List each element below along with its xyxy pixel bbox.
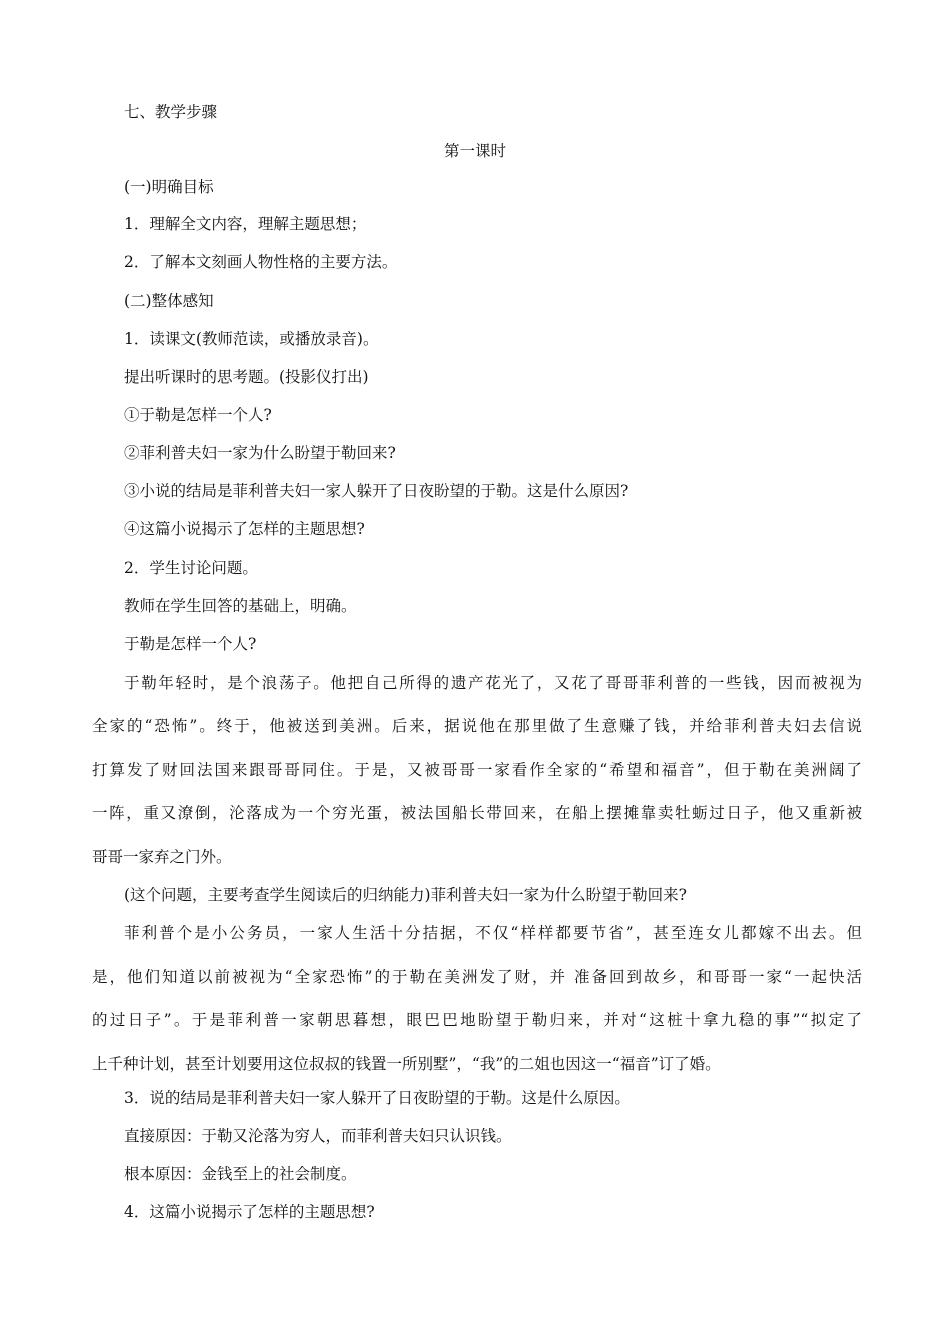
answer-1-line: 打算发了财回法国来跟哥哥同住。于是，又被哥哥一家看作全家的“希望和福音”，但于勒在美洲阔了: [92, 761, 862, 779]
question-item: ③小说的结局是菲利普夫妇一家人躲开了日夜盼望的于勒。这是什么原因?: [124, 482, 629, 500]
section-heading: 七、教学步骤: [124, 103, 218, 121]
question-2-heading: (这个问题，主要考查学生阅读后的归纳能力)菲利普夫妇一家为什么盼望于勒回来?: [124, 886, 687, 904]
goal-item: 1．理解全文内容，理解主题思想；: [124, 215, 367, 233]
answer-1-line: 一阵，重又潦倒，沦落成为一个穷光蛋，被法国船长带回来，在船上摆摊靠卖牡蛎过日子，他又重新被: [92, 804, 862, 822]
answer-2-line: 上千种计划，甚至计划要用这位叔叔的钱置一所别墅”，“我”的二姐也因这一“福音”订了婚。: [92, 1055, 721, 1073]
question-1-heading: 于勒是怎样一个人?: [124, 635, 257, 653]
answer-1-line: 哥哥一家弃之门外。: [92, 848, 232, 866]
perception-title: (二)整体感知: [124, 292, 214, 310]
lesson-title: 第一课时: [443, 142, 506, 160]
question-item: ②菲利普夫妇一家为什么盼望于勒回来?: [124, 444, 396, 462]
answer-1-line: 全家的“恐怖”。终于，他被送到美洲。后来，据说他在那里做了生意赚了钱，并给菲利普夫妇去信说: [92, 717, 862, 735]
question-item: ④这篇小说揭示了怎样的主题思想?: [124, 520, 365, 538]
question-item: ①于勒是怎样一个人?: [124, 406, 272, 424]
step-3: 3．说的结局是菲利普夫妇一家人躲开了日夜盼望的于勒。这是什么原因。: [124, 1089, 630, 1107]
answer-2-line: 的过日子”。于是菲利普一家朝思暮想，眼巴巴地盼望于勒归来，并对“这桩十拿九稳的事”“拟定了: [92, 1011, 862, 1029]
goals-title: (一)明确目标: [124, 178, 214, 196]
goal-item: 2．了解本文刻画人物性格的主要方法。: [124, 253, 398, 271]
answer-1-line: 于勒年轻时，是个浪荡子。他把自己所得的遗产花光了，又花了哥哥菲利普的一些钱，因而被视为: [124, 674, 862, 692]
question-prompt: 提出听课时的思考题。(投影仪打出): [124, 368, 369, 386]
root-cause: 根本原因：金钱至上的社会制度。: [124, 1165, 357, 1183]
direct-cause: 直接原因：于勒又沦落为穷人，而菲利普夫妇只认识钱。: [124, 1127, 512, 1145]
step-4: 4．这篇小说揭示了怎样的主题思想?: [124, 1203, 375, 1221]
teacher-note: 教师在学生回答的基础上，明确。: [124, 597, 357, 615]
answer-2-line: 菲利普个是小公务员，一家人生活十分拮据，不仅“样样都要节省”，甚至连女儿都嫁不出去。但: [124, 924, 862, 942]
step-1: 1．读课文(教师范读，或播放录音)。: [124, 330, 379, 348]
step-2: 2．学生讨论问题。: [124, 559, 258, 577]
answer-2-line: 是，他们知道以前被视为“全家恐怖”的于勒在美洲发了财，并 准备回到故乡，和哥哥一家“一起快活: [92, 968, 862, 986]
